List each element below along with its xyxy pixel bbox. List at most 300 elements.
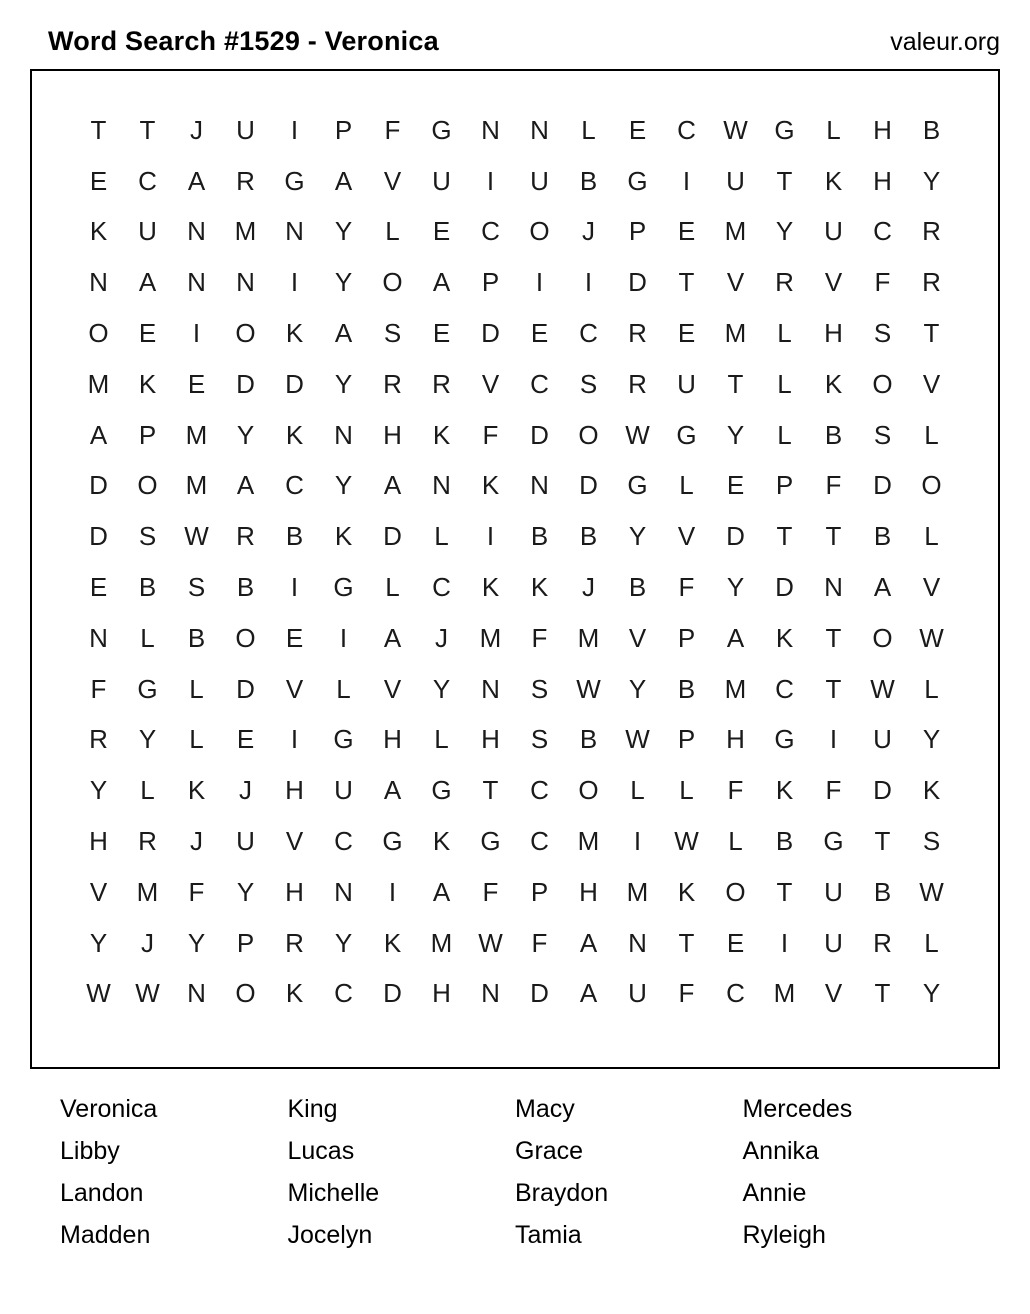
grid-cell: D	[579, 470, 598, 501]
grid-cell: H	[285, 876, 304, 907]
grid-cell: R	[628, 368, 647, 399]
grid-cell: Y	[628, 673, 647, 704]
grid-cell: A	[383, 622, 402, 653]
grid-cell: V	[726, 267, 745, 298]
grid-cell: P	[628, 216, 647, 247]
grid-cell: C	[726, 978, 745, 1009]
grid-cell: Y	[922, 724, 941, 755]
grid-cell: E	[432, 216, 451, 247]
grid-cell: A	[138, 267, 157, 298]
grid-cell: A	[383, 470, 402, 501]
grid-cell: L	[630, 775, 645, 806]
grid-cell: M	[724, 673, 747, 704]
grid-cell: K	[481, 470, 500, 501]
grid-cell: K	[824, 368, 843, 399]
grid-cell: D	[873, 470, 892, 501]
grid-cell: L	[189, 673, 204, 704]
grid-cell: W	[919, 876, 944, 907]
grid-cell: C	[334, 826, 353, 857]
grid-cell: T	[678, 267, 695, 298]
grid-cell: D	[726, 521, 745, 552]
grid-cell: G	[823, 826, 844, 857]
grid-cell: O	[872, 368, 893, 399]
grid-cell: L	[385, 216, 400, 247]
grid-cell: K	[824, 165, 843, 196]
grid-cell: U	[824, 876, 843, 907]
grid-cell: B	[873, 521, 892, 552]
word-list-item: Libby	[60, 1137, 120, 1165]
grid-cell: K	[677, 876, 696, 907]
grid-cell: Y	[236, 419, 255, 450]
grid-cell: I	[388, 876, 397, 907]
grid-cell: R	[138, 826, 157, 857]
word-list-item: Jocelyn	[287, 1221, 373, 1249]
grid-cell: S	[530, 673, 549, 704]
grid-cell: B	[138, 572, 157, 603]
grid-cell: N	[187, 267, 206, 298]
grid-cell: E	[285, 622, 304, 653]
grid-cell: W	[870, 673, 895, 704]
grid-cell: K	[89, 216, 108, 247]
grid-cell: T	[825, 673, 842, 704]
grid-cell: Y	[726, 572, 745, 603]
grid-cell: E	[187, 368, 206, 399]
grid-cell: Y	[726, 419, 745, 450]
grid-cell: B	[236, 572, 255, 603]
grid-cell: E	[677, 318, 696, 349]
grid-cell: A	[432, 876, 451, 907]
grid-cell: K	[187, 775, 206, 806]
grid-cell: M	[626, 876, 649, 907]
grid-cell: L	[140, 775, 155, 806]
grid-cell: T	[776, 876, 793, 907]
grid-cell: U	[432, 165, 451, 196]
grid-cell: N	[89, 267, 108, 298]
grid-cell: I	[633, 826, 642, 857]
grid-cell: F	[874, 267, 891, 298]
grid-cell: G	[774, 114, 795, 145]
grid-cell: W	[184, 521, 209, 552]
grid-cell: B	[187, 622, 206, 653]
grid-cell: K	[432, 826, 451, 857]
grid-cell: A	[579, 978, 598, 1009]
grid-cell: F	[678, 572, 695, 603]
grid-cell: O	[235, 318, 256, 349]
grid-cell: Y	[334, 368, 353, 399]
grid-cell: P	[775, 470, 794, 501]
grid-cell: M	[479, 622, 502, 653]
grid-cell: D	[383, 978, 402, 1009]
word-list-item: Ryleigh	[742, 1221, 826, 1249]
grid-cell: U	[824, 216, 843, 247]
grid-cell: I	[535, 267, 544, 298]
grid-cell: V	[383, 673, 402, 704]
grid-cell: U	[824, 927, 843, 958]
grid-cell: L	[581, 114, 596, 145]
grid-cell: N	[530, 114, 549, 145]
grid-cell: O	[235, 622, 256, 653]
grid-cell: L	[924, 419, 939, 450]
grid-cell: U	[236, 826, 255, 857]
grid-cell: W	[625, 724, 650, 755]
grid-cell: N	[481, 673, 500, 704]
grid-cell: D	[236, 673, 255, 704]
grid-cell: E	[432, 318, 451, 349]
grid-cell: D	[89, 470, 108, 501]
grid-cell: Y	[922, 978, 941, 1009]
grid-cell: V	[285, 826, 304, 857]
grid-cell: B	[824, 419, 843, 450]
grid-cell: N	[481, 114, 500, 145]
grid-cell: C	[873, 216, 892, 247]
grid-cell: V	[383, 165, 402, 196]
grid-cell: E	[530, 318, 549, 349]
grid-cell: D	[285, 368, 304, 399]
page-title: Word Search #1529 - Veronica	[48, 26, 439, 56]
grid-cell: L	[777, 318, 792, 349]
grid-cell: R	[628, 318, 647, 349]
grid-cell: K	[481, 572, 500, 603]
grid-cell: B	[530, 521, 549, 552]
grid-cell: V	[824, 267, 843, 298]
grid-cell: L	[336, 673, 351, 704]
grid-cell: K	[138, 368, 157, 399]
grid-cell: P	[236, 927, 255, 958]
grid-cell: M	[185, 419, 208, 450]
grid-cell: H	[873, 114, 892, 145]
grid-cell: F	[482, 876, 499, 907]
grid-cell: I	[584, 267, 593, 298]
grid-cell: A	[89, 419, 108, 450]
grid-cell: R	[383, 368, 402, 399]
grid-cell: C	[285, 470, 304, 501]
grid-cell: V	[824, 978, 843, 1009]
grid-cell: L	[826, 114, 841, 145]
grid-cell: N	[432, 470, 451, 501]
grid-cell: N	[530, 470, 549, 501]
grid-cell: J	[582, 572, 595, 603]
grid-cell: K	[922, 775, 941, 806]
grid-cell: A	[334, 318, 353, 349]
grid-cell: T	[825, 521, 842, 552]
grid-cell: P	[677, 724, 696, 755]
grid-cell: R	[432, 368, 451, 399]
grid-cell: W	[674, 826, 699, 857]
grid-cell: Y	[775, 216, 794, 247]
grid-cell: Y	[334, 267, 353, 298]
grid-cell: L	[777, 419, 792, 450]
grid-cell: T	[90, 114, 107, 145]
grid-cell: K	[383, 927, 402, 958]
word-list-item: King	[287, 1095, 338, 1123]
grid-cell: N	[481, 978, 500, 1009]
grid-cell: I	[339, 622, 348, 653]
grid-cell: K	[285, 318, 304, 349]
grid-cell: F	[188, 876, 205, 907]
word-list-item: Michelle	[287, 1179, 380, 1207]
grid-cell: E	[89, 165, 108, 196]
grid-cell: U	[138, 216, 157, 247]
grid-cell: F	[825, 470, 842, 501]
grid-cell: S	[187, 572, 206, 603]
grid-cell: T	[482, 775, 499, 806]
grid-cell: H	[824, 318, 843, 349]
grid-cell: S	[530, 724, 549, 755]
page-header	[0, 0, 1030, 69]
grid-cell: N	[89, 622, 108, 653]
grid-cell: P	[138, 419, 157, 450]
grid-cell: D	[236, 368, 255, 399]
grid-cell: U	[677, 368, 696, 399]
grid-cell: K	[285, 419, 304, 450]
word-list-item: Annie	[742, 1179, 807, 1207]
grid-cell: Y	[89, 775, 108, 806]
grid-cell: R	[873, 927, 892, 958]
grid-cell: C	[432, 572, 451, 603]
grid-cell: N	[285, 216, 304, 247]
grid-cell: G	[137, 673, 158, 704]
grid-cell: L	[189, 724, 204, 755]
grid-cell: O	[578, 775, 599, 806]
grid-cell: Y	[334, 216, 353, 247]
grid-cell: D	[873, 775, 892, 806]
grid-cell: W	[135, 978, 160, 1009]
grid-cell: Y	[236, 876, 255, 907]
grid-cell: U	[334, 775, 353, 806]
grid-cell: O	[921, 470, 942, 501]
grid-cell: G	[333, 572, 354, 603]
grid-cell: T	[678, 927, 695, 958]
grid-cell: L	[924, 521, 939, 552]
grid-cell: L	[728, 826, 743, 857]
grid-cell: E	[89, 572, 108, 603]
grid-cell: J	[190, 826, 203, 857]
grid-cell: G	[676, 419, 697, 450]
grid-cell: B	[285, 521, 304, 552]
grid-cell: S	[922, 826, 941, 857]
grid-cell: B	[628, 572, 647, 603]
grid-cell: F	[727, 775, 744, 806]
grid-cell: J	[582, 216, 595, 247]
grid-cell: W	[919, 622, 944, 653]
grid-cell: N	[824, 572, 843, 603]
grid-cell: A	[432, 267, 451, 298]
grid-cell: N	[334, 419, 353, 450]
puzzle-grid	[74, 105, 956, 1037]
grid-cell: L	[140, 622, 155, 653]
word-list-item: Mercedes	[742, 1095, 853, 1123]
grid-cell: U	[726, 165, 745, 196]
grid-cell: O	[137, 470, 158, 501]
grid-cell: C	[334, 978, 353, 1009]
grid-cell: A	[187, 165, 206, 196]
word-list-item: Lucas	[287, 1137, 355, 1165]
word-list-item: Macy	[515, 1095, 575, 1123]
grid-cell: I	[780, 927, 789, 958]
grid-cell: B	[922, 114, 941, 145]
grid-cell: K	[775, 775, 794, 806]
grid-cell: R	[922, 216, 941, 247]
grid-cell: G	[627, 470, 648, 501]
grid-cell: I	[290, 114, 299, 145]
grid-cell: L	[434, 724, 449, 755]
grid-cell: T	[727, 368, 744, 399]
grid-cell: H	[481, 724, 500, 755]
grid-cell: N	[187, 978, 206, 1009]
grid-cell: O	[872, 622, 893, 653]
grid-cell: I	[290, 572, 299, 603]
word-list-item: Veronica	[60, 1095, 158, 1123]
grid-cell: W	[723, 114, 748, 145]
grid-cell: C	[138, 165, 157, 196]
grid-cell: D	[481, 318, 500, 349]
grid-cell: O	[382, 267, 403, 298]
grid-cell: M	[773, 978, 796, 1009]
grid-cell: H	[285, 775, 304, 806]
grid-cell: M	[87, 368, 110, 399]
grid-cell: V	[481, 368, 500, 399]
grid-cell: L	[679, 775, 694, 806]
grid-cell: B	[873, 876, 892, 907]
grid-cell: P	[530, 876, 549, 907]
grid-cell: H	[89, 826, 108, 857]
site-name: valeur.org	[890, 28, 1000, 56]
grid-cell: A	[236, 470, 255, 501]
grid-cell: H	[726, 724, 745, 755]
grid-cell: S	[579, 368, 598, 399]
grid-cell: F	[90, 673, 107, 704]
grid-cell: C	[530, 775, 549, 806]
grid-cell: E	[726, 927, 745, 958]
grid-cell: F	[825, 775, 842, 806]
grid-cell: A	[334, 165, 353, 196]
grid-cell: K	[530, 572, 549, 603]
word-list-item: Grace	[515, 1137, 584, 1165]
grid-cell: D	[628, 267, 647, 298]
grid-cell: A	[873, 572, 892, 603]
grid-cell: E	[138, 318, 157, 349]
grid-cell: Y	[922, 165, 941, 196]
grid-cell: N	[334, 876, 353, 907]
grid-cell: Y	[334, 470, 353, 501]
grid-cell: B	[579, 724, 598, 755]
grid-cell: V	[922, 572, 941, 603]
grid-cell: N	[236, 267, 255, 298]
grid-cell: H	[873, 165, 892, 196]
grid-cell: W	[625, 419, 650, 450]
grid-cell: C	[481, 216, 500, 247]
grid-cell: J	[435, 622, 448, 653]
grid-cell: Y	[89, 927, 108, 958]
word-list-item: Annika	[742, 1137, 819, 1165]
grid-cell: P	[481, 267, 500, 298]
grid-cell: C	[579, 318, 598, 349]
grid-cell: Y	[187, 927, 206, 958]
grid-cell: F	[678, 978, 695, 1009]
grid-cell: S	[873, 318, 892, 349]
grid-cell: B	[579, 521, 598, 552]
grid-cell: U	[873, 724, 892, 755]
grid-cell: E	[726, 470, 745, 501]
grid-cell: L	[777, 368, 792, 399]
grid-cell: U	[236, 114, 255, 145]
grid-cell: F	[531, 622, 548, 653]
grid-cell: Y	[432, 673, 451, 704]
grid-cell: I	[486, 521, 495, 552]
grid-cell: K	[775, 622, 794, 653]
grid-cell: F	[482, 419, 499, 450]
grid-cell: L	[924, 927, 939, 958]
word-list-item: Braydon	[515, 1179, 609, 1207]
word-list-item: Madden	[60, 1221, 151, 1249]
grid-cell: K	[334, 521, 353, 552]
grid-cell: A	[579, 927, 598, 958]
grid-cell: G	[382, 826, 403, 857]
grid-cell: R	[89, 724, 108, 755]
grid-cell: S	[383, 318, 402, 349]
grid-cell: M	[724, 318, 747, 349]
grid-cell: U	[628, 978, 647, 1009]
word-list-item: Tamia	[515, 1221, 582, 1249]
grid-cell: N	[628, 927, 647, 958]
grid-cell: D	[775, 572, 794, 603]
grid-cell: E	[236, 724, 255, 755]
grid-cell: A	[726, 622, 745, 653]
grid-cell: H	[383, 724, 402, 755]
grid-cell: D	[89, 521, 108, 552]
grid-cell: S	[873, 419, 892, 450]
grid-cell: L	[385, 572, 400, 603]
grid-cell: M	[136, 876, 159, 907]
grid-cell: V	[89, 876, 108, 907]
grid-cell: C	[530, 368, 549, 399]
grid-cell: U	[530, 165, 549, 196]
grid-cell: J	[190, 114, 203, 145]
grid-cell: Y	[138, 724, 157, 755]
grid-cell: Y	[628, 521, 647, 552]
grid-cell: T	[874, 978, 891, 1009]
grid-cell: M	[577, 826, 600, 857]
grid-cell: M	[185, 470, 208, 501]
grid-cell: C	[775, 673, 794, 704]
grid-cell: P	[334, 114, 353, 145]
grid-cell: L	[679, 470, 694, 501]
grid-cell: D	[530, 978, 549, 1009]
grid-cell: I	[290, 267, 299, 298]
grid-cell: P	[677, 622, 696, 653]
grid-cell: G	[431, 775, 452, 806]
grid-cell: A	[383, 775, 402, 806]
grid-cell: W	[86, 978, 111, 1009]
grid-cell: K	[285, 978, 304, 1009]
word-list	[30, 1095, 1000, 1250]
grid-cell: H	[383, 419, 402, 450]
grid-cell: C	[530, 826, 549, 857]
grid-cell: T	[776, 521, 793, 552]
grid-cell: H	[579, 876, 598, 907]
grid-cell: E	[628, 114, 647, 145]
grid-cell: B	[775, 826, 794, 857]
grid-cell: I	[290, 724, 299, 755]
word-list-item: Landon	[60, 1179, 144, 1207]
grid-cell: J	[141, 927, 154, 958]
grid-cell: I	[829, 724, 838, 755]
grid-cell: V	[285, 673, 304, 704]
grid-cell: L	[924, 673, 939, 704]
grid-cell: V	[628, 622, 647, 653]
grid-cell: V	[677, 521, 696, 552]
grid-cell: W	[576, 673, 601, 704]
